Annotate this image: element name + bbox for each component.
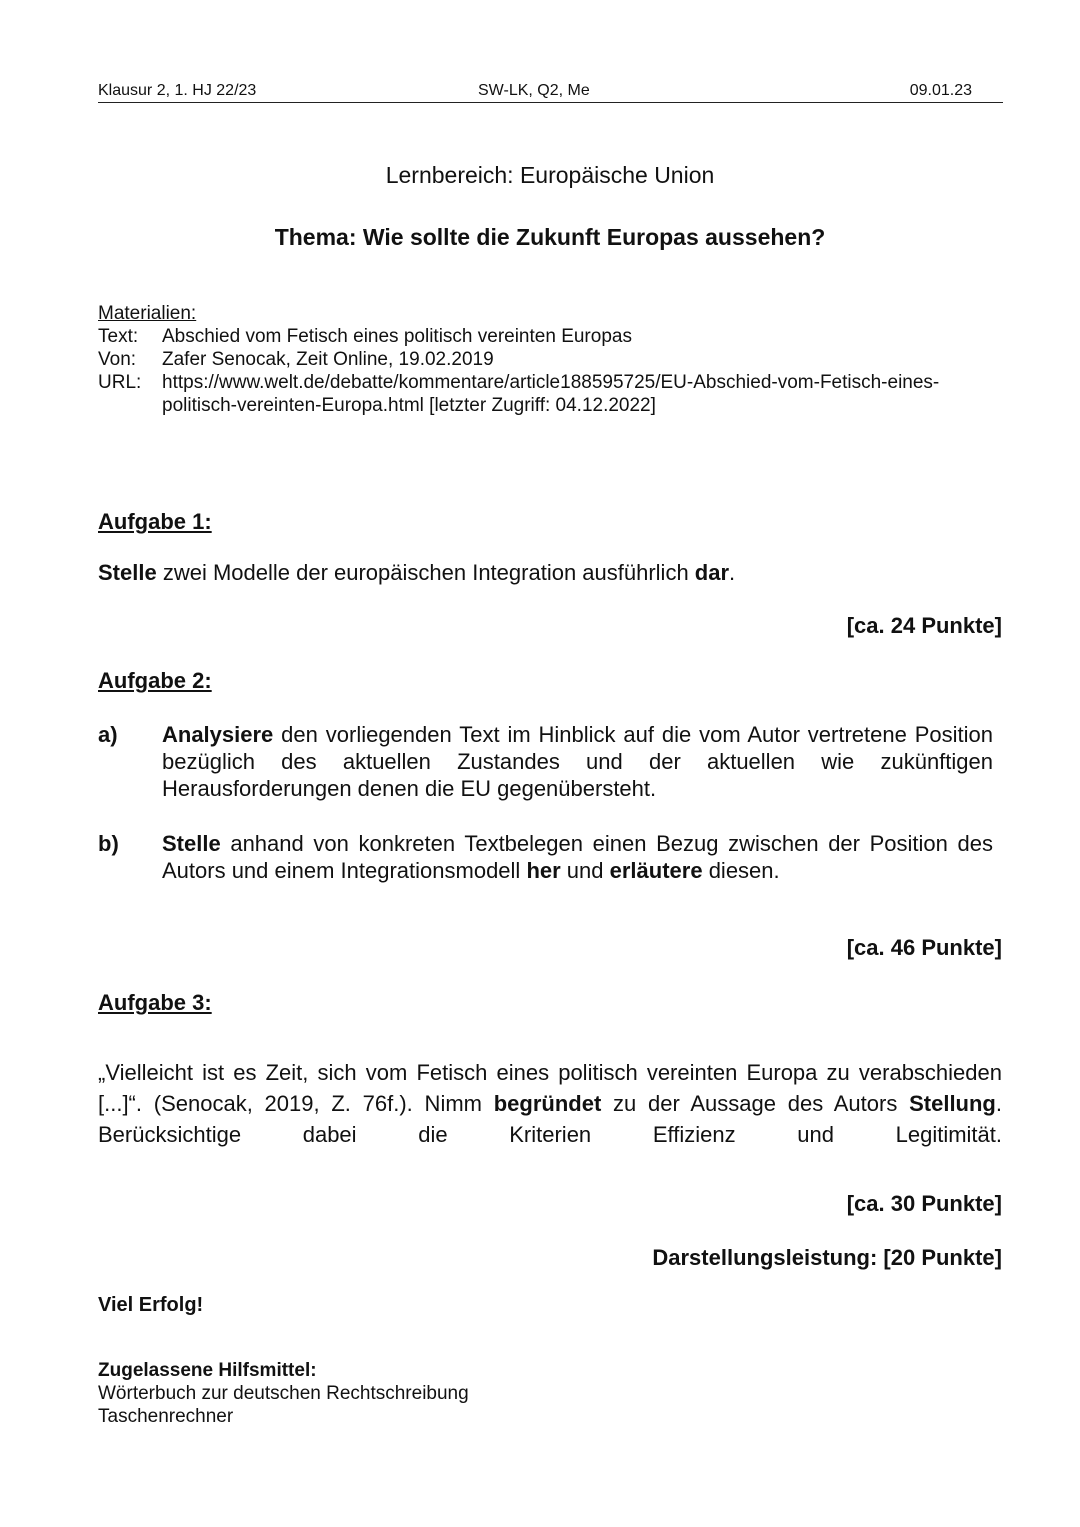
task3-text: [98, 1057, 1002, 1181]
exam-topic: Thema: Wie sollte die Zukunft Europas aussehen?: [274, 224, 826, 250]
task2-b-label: b): [98, 831, 119, 856]
task2-a-text: [162, 721, 993, 802]
aids-item-dictionary: Wörterbuch zur deutschen Rechtschreibung: [98, 1383, 469, 1404]
task2-b-body1: anhand von konkreten Textbelegen einen Bezug zwischen der Position des Autors und einem Integrationsmodell: [162, 831, 993, 883]
task1-verb: Stelle: [98, 560, 157, 585]
materials-from-value: Zafer Senocak, Zeit Online, 19.02.2019: [162, 349, 494, 370]
task2-b-verb2: her: [526, 858, 561, 883]
task1-heading: Aufgabe 1:: [98, 509, 212, 534]
materials-title: Materialien:: [98, 303, 197, 324]
aids-item-calculator: Taschenrechner: [98, 1406, 234, 1427]
materials-from-label: Von:: [98, 349, 137, 370]
task2-a-label: a): [98, 722, 118, 747]
task2-a-body: den vorliegenden Text im Hinblick auf die vom Autor vertretene Position bezüglich des aktuellen Zustandes und der aktuellen wie zukünftigen Herausforderungen denen die EU gegenübersteht.: [162, 722, 993, 801]
task3-verb2: Stellung: [909, 1091, 996, 1116]
task1-end: .: [729, 560, 736, 585]
task2-heading: Aufgabe 2:: [98, 668, 212, 693]
materials-text-value: Abschied vom Fetisch eines politisch vereinten Europas: [162, 326, 632, 347]
header-course: SW-LK, Q2, Me: [478, 82, 590, 99]
task2-points: [ca. 46 Punkte]: [846, 935, 1002, 960]
task3-points: [ca. 30 Punkte]: [846, 1191, 1002, 1216]
page-header: [98, 82, 1003, 103]
task2-b-body2: und: [560, 858, 610, 883]
task3-body1: „Vielleicht ist es Zeit, sich vom Fetisch eines politisch vereinten Europa zu verabschieden [...]“. (Senocak, 2019, Z. 76f.). Nimm: [98, 1060, 1002, 1116]
task2-b-verb3: erläutere: [609, 858, 703, 883]
task2-b-body3: diesen.: [702, 858, 780, 883]
header-date: 09.01.23: [909, 82, 972, 99]
task3-body2: zu der Aussage des Autors: [601, 1091, 910, 1116]
materials-url-line2[interactable]: politisch-vereinten-Europa.html [letzter Zugriff: 04.12.2022]: [162, 395, 656, 416]
task2-b-text: [162, 830, 993, 884]
task1-points: [ca. 24 Punkte]: [846, 613, 1002, 638]
task1-body: zwei Modelle der europäischen Integration ausführlich: [156, 560, 695, 585]
subject-area: Lernbereich: Europäische Union: [385, 162, 715, 188]
task1-verb2: dar: [694, 560, 730, 585]
task1-text: [98, 557, 1002, 588]
task2-b-verb: Stelle: [162, 831, 221, 856]
materials-url-label: URL:: [98, 372, 142, 393]
header-exam-info: Klausur 2, 1. HJ 22/23: [98, 82, 257, 99]
aids-heading: Zugelassene Hilfsmittel:: [98, 1360, 317, 1381]
task3-body3: . Berücksichtige dabei die Kriterien Effizienz und Legitimität.: [98, 1091, 1002, 1147]
task3-heading: Aufgabe 3:: [98, 990, 212, 1015]
materials-text-label: Text:: [98, 326, 139, 347]
presentation-points: Darstellungsleistung: [20 Punkte]: [652, 1245, 1002, 1270]
good-luck: Viel Erfolg!: [98, 1294, 204, 1316]
task2-a-verb: Analysiere: [162, 722, 274, 747]
task3-verb1: begründet: [493, 1091, 602, 1116]
materials-url-line1[interactable]: https://www.welt.de/debatte/kommentare/article188595725/EU-Abschied-vom-Fetisch-eines-: [162, 372, 940, 393]
